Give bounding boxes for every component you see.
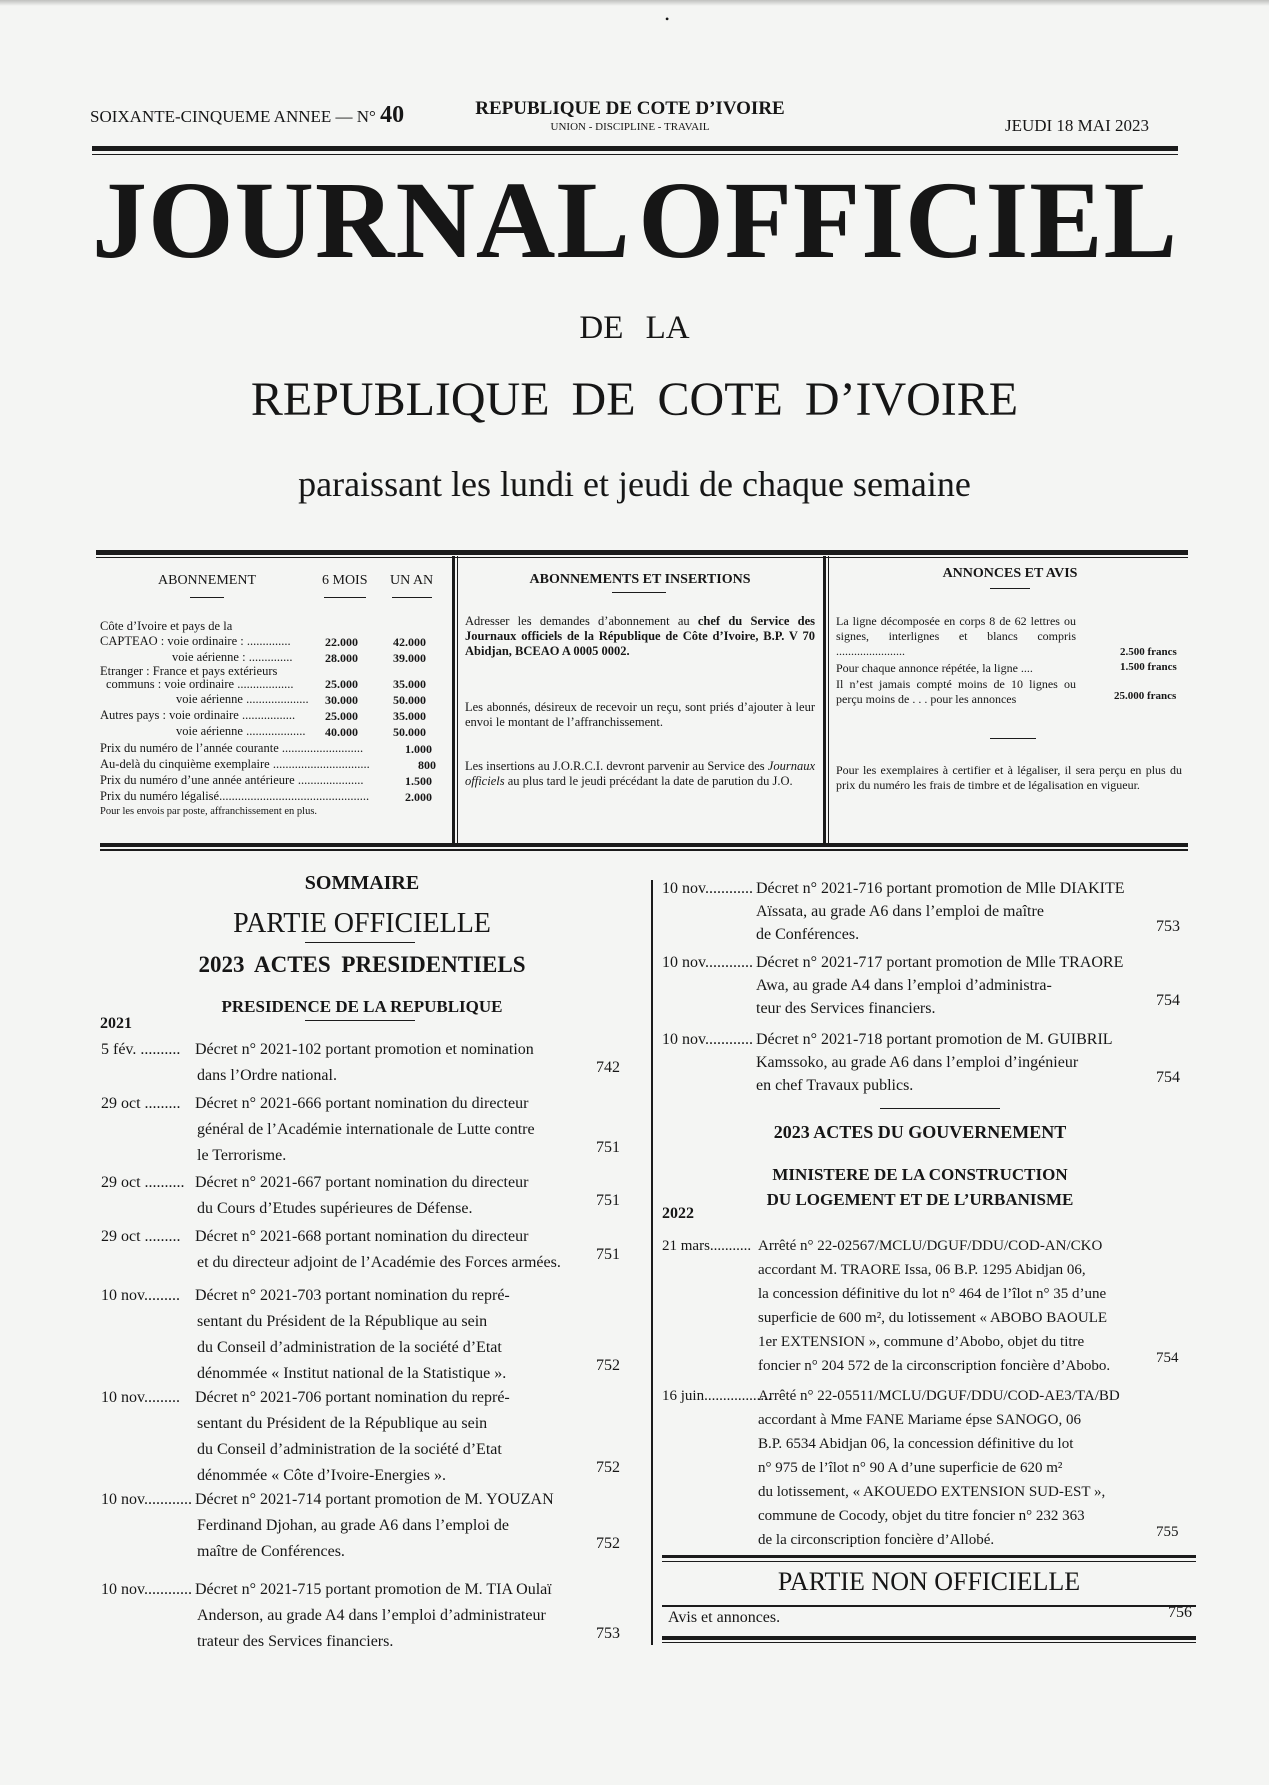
entry-text-line: Décret n° 2021-716 portant promotion de Mlle DIAKITE [756, 880, 1125, 897]
box-bottom-rule-thin [100, 849, 1188, 851]
entry-text-line: dénommée « Institut national de la Statistique ». [197, 1365, 507, 1382]
entry-page-number: 742 [596, 1059, 620, 1076]
tariff-label: Etranger : France et pays extérieurs [100, 664, 278, 678]
entry-text-line: Décret n° 2021-668 portant nomination du directeur [195, 1228, 529, 1245]
entry-text-line: Décret n° 2021-706 portant nomination du repré- [195, 1389, 510, 1406]
col-un-an: UN AN [390, 573, 434, 588]
column-separator [651, 880, 653, 1645]
entry-date: 10 nov............ [662, 954, 753, 971]
entry-page-number: 753 [596, 1625, 620, 1642]
entry-date: 5 fév. .......... [101, 1041, 181, 1058]
entry-text-line: de Conférences. [756, 926, 860, 943]
tariff-1y: 50.000 [393, 725, 426, 739]
heading-underline [990, 588, 1030, 589]
entry-text-line: Décret n° 2021-714 portant promotion de M. YOUZAN [195, 1491, 554, 1508]
header-rule-thin [92, 154, 1178, 155]
entry-date: 10 nov............ [662, 1031, 753, 1048]
heading-underline [190, 597, 224, 598]
entry-text-line: Décret n° 2021-102 portant promotion et nomination [195, 1041, 534, 1058]
entry-text-line: du lotissement, « AKOUEDO EXTENSION SUD-EST », [758, 1484, 1106, 1500]
sommaire-entry [101, 1283, 631, 1387]
entry-text-line: Awa, au grade A4 dans l’emploi d’administra- [756, 977, 1052, 994]
tariff-6m: 40.000 [325, 725, 358, 739]
sommaire-entry [101, 1037, 631, 1089]
masthead-word-2: OFFICIEL [638, 159, 1178, 281]
entry-date: 29 oct .......... [101, 1174, 185, 1191]
tariff-1y: 42.000 [393, 635, 426, 649]
publication-frequency: paraissant les lundi et jeudi de chaque semaine [298, 464, 971, 504]
entry-text-line: Ferdinand Djohan, au grade A6 dans l’emploi de [197, 1517, 509, 1534]
entry-text-line: du Conseil d’administration de la société d’Etat [197, 1441, 502, 1458]
annonces-price-2: 1.500 francs [1120, 661, 1177, 673]
entry-text-line: teur des Services financiers. [756, 1000, 936, 1017]
box-separator-2 [823, 556, 826, 844]
presidence-heading: PRESIDENCE DE LA REPUBLIQUE [221, 997, 503, 1016]
sommaire-entry [662, 876, 1182, 945]
box-top-rule-thin [96, 557, 1188, 558]
entry-text-line: Décret n° 2021-667 portant nomination du directeur [195, 1174, 529, 1191]
col-underline [324, 597, 366, 598]
issue-number: 40 [380, 102, 405, 128]
entry-page-number: 753 [1156, 918, 1180, 935]
year-2021: 2021 [100, 1015, 132, 1032]
entry-date: 29 oct ......... [101, 1095, 181, 1112]
header-rule [92, 146, 1178, 151]
annonces-legalisation: Pour les exemplaires à certifier et à légaliser, il sera perçu en plus du prix du numéro les frais de timbre et de légalisation en vigueur. [836, 763, 1182, 792]
entry-page-number: 754 [1156, 1350, 1179, 1366]
sommaire-entry [662, 950, 1182, 1019]
entry-text-line: Kamssoko, au grade A6 dans l’emploi d’ingénieur [756, 1054, 1079, 1071]
entry-text-line: et du directeur adjoint de l’Académie des Forces armées. [197, 1254, 561, 1271]
entry-page-number: 751 [596, 1139, 620, 1156]
col-6-mois: 6 MOIS [322, 573, 368, 588]
entry-text-line: sentant du Président de la République au sein [197, 1313, 488, 1330]
entry-page-number: 752 [596, 1535, 620, 1552]
entry-text-line: le Terrorisme. [197, 1147, 287, 1164]
entry-page-number: 755 [1156, 1524, 1179, 1540]
masthead-de-la: DE LA [579, 310, 690, 346]
entry-text-line: Aïssata, au grade A6 dans l’emploi de maître [756, 903, 1044, 920]
box-top-rule [96, 550, 1188, 555]
entry-text-line: foncier n° 204 572 de la circonscription foncière d’Abobo. [758, 1358, 1111, 1374]
entry-date: 29 oct ......... [101, 1228, 181, 1245]
sommaire-entry [101, 1091, 631, 1169]
republic-name: REPUBLIQUE DE COTE D’IVOIRE [475, 98, 785, 119]
entry-date: 10 nov............ [662, 880, 753, 897]
ministere-heading-line-1: MINISTERE DE LA CONSTRUCTION [772, 1165, 1068, 1184]
tariff-1y: 35.000 [393, 709, 426, 723]
sommaire-entry [101, 1385, 631, 1489]
sommaire-entry [101, 1224, 631, 1276]
sommaire-entry [101, 1170, 631, 1222]
entry-text-line: la concession définitive du lot n° 464 de l’îlot n° 35 d’une [758, 1286, 1107, 1302]
box-separator-1b [457, 556, 458, 844]
price-value: 800 [418, 758, 436, 772]
annonces-rate-3: Il n’est jamais compté moins de 10 lignes ou perçu moins de . . . pour les annonces [836, 677, 1076, 706]
entry-text-line: du Conseil d’administration de la société d’Etat [197, 1339, 502, 1356]
actes-presidentiels-heading: 2023 ACTES PRESIDENTIELS [198, 952, 526, 977]
actes-gouvernement-heading: 2023 ACTES DU GOUVERNEMENT [773, 1122, 1067, 1142]
entry-text-line: Décret n° 2021-715 portant promotion de M. TIA Oulaï [195, 1581, 552, 1598]
non-officielle-mid-rule [662, 1605, 1196, 1607]
insertions-deadline: Les insertions au J.O.R.C.I. devront parvenir au Service des Journaux officiels au plus tard le jeudi précédant la date de parution du J.O. [465, 759, 815, 788]
partie-non-officielle-title: PARTIE NON OFFICIELLE [777, 1567, 1081, 1596]
sommaire-entry [101, 1577, 631, 1655]
price-label: Prix du numéro de l’année courante .......................... [100, 741, 364, 755]
box-separator-2b [828, 556, 829, 844]
tariff-6m: 28.000 [325, 651, 358, 665]
entry-date: 10 nov............ [101, 1581, 192, 1598]
tariff-label: Côte d’Ivoire et pays de la [100, 619, 233, 633]
sommaire-entry [662, 1233, 1182, 1377]
entry-text-line: Décret n° 2021-717 portant promotion de Mlle TRAORE [756, 954, 1124, 971]
scan-mark: • [665, 12, 670, 26]
entry-page-number: 751 [596, 1246, 620, 1263]
entry-text-line: Arrêté n° 22-05511/MCLU/DGUF/DDU/COD-AE3/TA/BD [758, 1388, 1120, 1404]
header-republic [440, 98, 820, 133]
heading-underline [305, 1020, 415, 1021]
tariff-label: communs : voie ordinaire .................. [106, 677, 294, 691]
box-separator-1 [452, 556, 455, 844]
sommaire-entry [101, 1487, 631, 1565]
insertions-address: Adresser les demandes d’abonnement au chef du Service des Journaux officiels de la République de Côte d’Ivoire, B.P. V 70 Abidjan, BCEAO A 0005 0002. [465, 614, 815, 658]
entry-text-line: Anderson, au grade A4 dans l’emploi d’administrateur [197, 1607, 546, 1624]
annonces-rate-1: La ligne décomposée en corps 8 de 62 lettres ou signes, interlignes et blancs compris ....................... [836, 614, 1076, 658]
scan-top-edge [0, 0, 1269, 6]
entry-text-line: commune de Cocody, objet du titre foncier n° 232 363 [758, 1508, 1085, 1524]
sommaire-title: SOMMAIRE [304, 872, 420, 894]
bottom-rule [662, 1636, 1196, 1640]
price-value: 2.000 [405, 790, 432, 804]
tariff-1y: 35.000 [393, 677, 426, 691]
price-value: 1.000 [405, 742, 432, 756]
entry-text-line: Décret n° 2021-703 portant nomination du repré- [195, 1287, 510, 1304]
title-underline [305, 942, 415, 943]
entry-text-line: trateur des Services financiers. [197, 1633, 394, 1650]
entry-page-number: 754 [1156, 1069, 1180, 1086]
sommaire-entry [662, 1383, 1182, 1551]
avis-page-number: 756 [1168, 1604, 1192, 1621]
entry-text-line: de la circonscription foncière d’Allobé. [758, 1532, 995, 1548]
entry-date: 10 nov......... [101, 1287, 180, 1304]
sommaire-entry [662, 1027, 1182, 1096]
price-value: 1.500 [405, 774, 432, 788]
partie-officielle-title: PARTIE OFFICIELLE [233, 908, 491, 939]
entry-date: 21 mars........... [662, 1238, 752, 1254]
entry-text-line: dénommée « Côte d’Ivoire-Energies ». [197, 1467, 446, 1484]
year-issue-line: SOIXANTE-CINQUEME ANNEE — N° 40 [90, 102, 405, 128]
abonnement-heading: ABONNEMENT [158, 573, 256, 588]
box-bottom-rule [100, 843, 1188, 847]
entry-text-line: accordant M. TRAORE Issa, 06 B.P. 1295 Abidjan 06, [758, 1262, 1086, 1278]
tariff-label: CAPTEAO : voie ordinaire : .............. [100, 634, 291, 648]
postage-note: Pour les envois par poste, affranchissement en plus. [100, 806, 318, 817]
entry-date: 16 juin.................. [662, 1388, 772, 1404]
tariff-label: Autres pays : voie ordinaire ................. [100, 708, 296, 722]
entry-text-line: B.P. 6534 Abidjan 06, la concession définitive du lot [758, 1436, 1074, 1452]
entry-text-line: général de l’Académie internationale de Lutte contre [197, 1121, 535, 1138]
ministere-heading-line-2: DU LOGEMENT ET DE L’URBANISME [766, 1190, 1074, 1209]
entry-text-line: dans l’Ordre national. [197, 1067, 337, 1084]
bottom-rule-thin [662, 1642, 1196, 1643]
masthead-republique: REPUBLIQUE DE COTE D’IVOIRE [250, 373, 1019, 426]
entry-page-number: 754 [1156, 992, 1180, 1009]
non-officielle-rule-thin [662, 1561, 1196, 1562]
price-label: Au-delà du cinquième exemplaire ............................... [100, 757, 370, 771]
entry-text-line: Décret n° 2021-666 portant nomination du directeur [195, 1095, 529, 1112]
issue-date: JEUDI 18 MAI 2023 [1004, 116, 1149, 135]
insertions-heading: ABONNEMENTS ET INSERTIONS [529, 572, 751, 587]
heading-underline [612, 592, 666, 593]
masthead-word-1: JOURNAL [92, 159, 631, 281]
masthead-title [92, 159, 1178, 281]
annonces-heading: ANNONCES ET AVIS [942, 566, 1078, 581]
tariff-6m: 22.000 [325, 635, 358, 649]
entry-text-line: en chef Travaux publics. [756, 1077, 914, 1094]
tariff-label: voie aérienne ................... [176, 724, 306, 738]
entry-page-number: 751 [596, 1192, 620, 1209]
non-officielle-rule [662, 1555, 1196, 1558]
tariff-label: voie aérienne : .............. [172, 650, 293, 664]
entry-text-line: Arrêté n° 22-02567/MCLU/DGUF/DDU/COD-AN/CKO [758, 1238, 1103, 1254]
entry-date: 10 nov......... [101, 1389, 180, 1406]
tariff-1y: 39.000 [393, 651, 426, 665]
entry-text-line: Décret n° 2021-718 portant promotion de M. GUIBRIL [756, 1031, 1113, 1048]
entry-text-line: 1er EXTENSION », commune d’Abobo, objet du titre [758, 1334, 1085, 1350]
insertions-receipt: Les abonnés, désireux de recevoir un reçu, sont priés d’ajouter à leur envoi le montant de l’affranchissement. [465, 700, 815, 729]
section-underline [990, 738, 1036, 739]
annonces-price-1: 2.500 francs [1120, 646, 1177, 658]
tariff-6m: 25.000 [325, 677, 358, 691]
national-motto: UNION - DISCIPLINE - TRAVAIL [550, 121, 710, 133]
entry-page-number: 752 [596, 1357, 620, 1374]
col-underline [392, 597, 432, 598]
annonces-price-3: 25.000 francs [1114, 690, 1177, 702]
year-2022: 2022 [662, 1205, 694, 1222]
section-underline [880, 1108, 1000, 1109]
tariff-6m: 25.000 [325, 709, 358, 723]
tariff-6m: 30.000 [325, 693, 358, 707]
entry-date: 10 nov............ [101, 1491, 192, 1508]
entry-text-line: sentant du Président de la République au sein [197, 1415, 488, 1432]
price-label: Prix du numéro d’une année antérieure ..................... [100, 773, 364, 787]
tariff-1y: 50.000 [393, 693, 426, 707]
price-label: Prix du numéro légalisé................................................ [100, 789, 370, 803]
entry-text-line: du Cours d’Etudes supérieures de Défense. [197, 1200, 473, 1217]
tariff-label: voie aérienne .................... [176, 692, 309, 706]
entry-page-number: 752 [596, 1459, 620, 1476]
entry-text-line: accordant à Mme FANE Mariame épse SANOGO, 06 [758, 1412, 1081, 1428]
entry-text-line: maître de Conférences. [197, 1543, 345, 1560]
entry-text-line: n° 975 de l’îlot n° 90 A d’une superficie de 620 m² [758, 1460, 1063, 1476]
entry-text-line: superficie de 600 m², du lotissement « ABOBO BAOULE [758, 1310, 1108, 1326]
avis-annonces-entry: Avis et annonces. [668, 1609, 781, 1626]
annonces-rate-2: Pour chaque annonce répétée, la ligne .... [836, 661, 1033, 675]
